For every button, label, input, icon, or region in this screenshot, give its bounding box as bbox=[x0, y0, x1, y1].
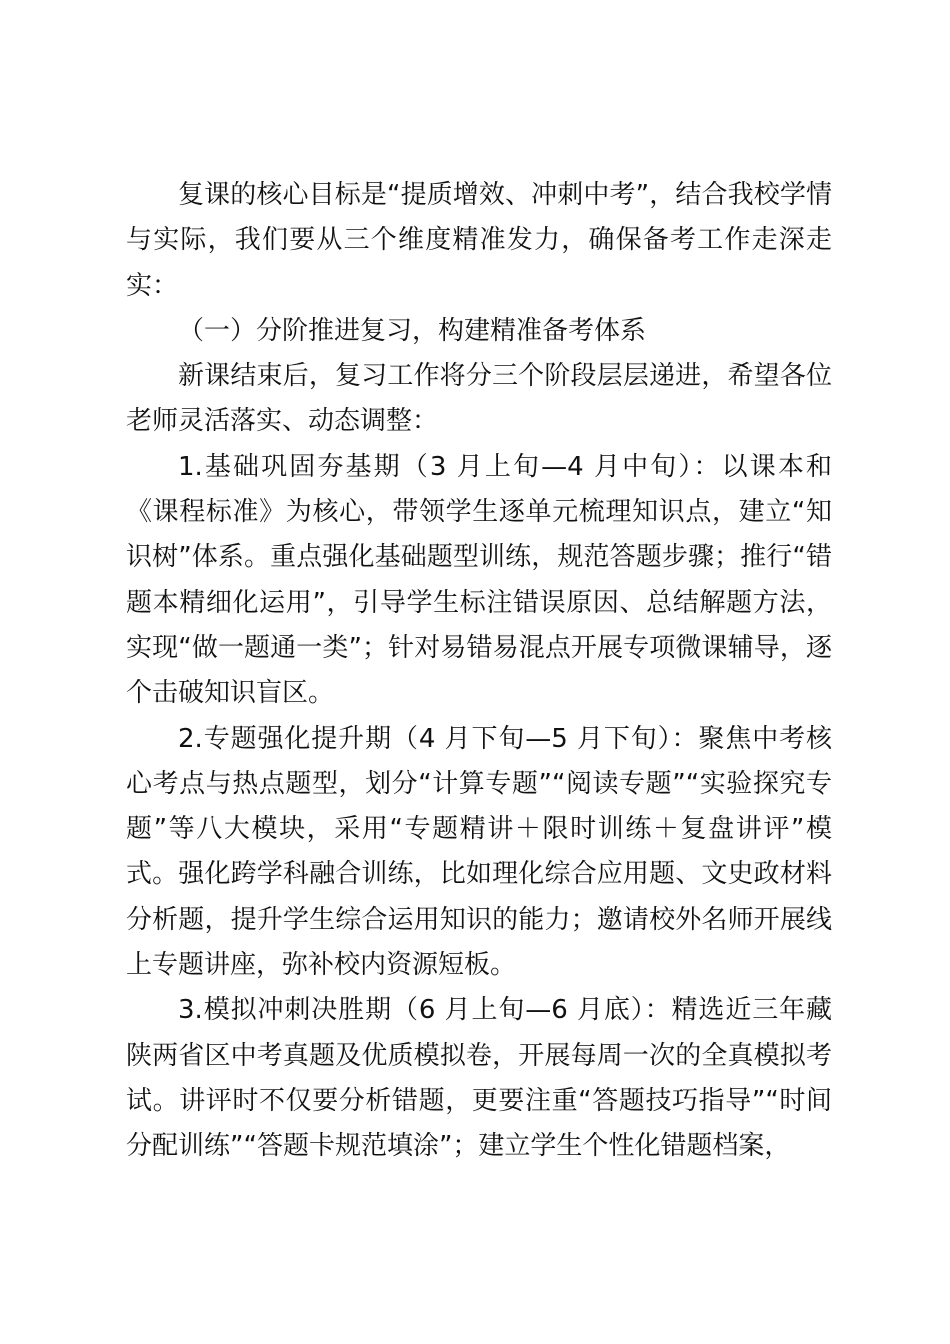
section-heading: （一）分阶推进复习，构建精准备考体系 bbox=[178, 315, 647, 346]
intro-paragraph: 复课的核心目标是“提质增效、冲刺中考”，结合我校学情与实际，我们要从三个维度精准发力，确保备考工作走深走实： bbox=[126, 180, 832, 301]
document-body bbox=[126, 173, 832, 1170]
stage-two-paragraph: 2.专题强化提升期（4 月下旬—5 月下旬）：聚焦中考核心考点与热点题型，划分“计算专题”“阅读专题”“实验探究专题”等八大模块，采用“专题精讲＋限时训练＋复盘讲评”模式。强化跨学科融合训练，比如理化综合应用题、文史政材料分析题，提升学生综合运用知识的能力；邀请校外名师开展线上专题讲座，弥补校内资源短板。 bbox=[126, 723, 832, 981]
stage-one-paragraph: 1.基础巩固夯基期（3 月上旬—4 月中旬）：以课本和《课程标准》为核心，带领学生逐单元梳理知识点，建立“知识树”体系。重点强化基础题型训练，规范答题步骤；推行“错题本精细化运用”，引导学生标注错误原因、总结解题方法，实现“做一题通一类”；针对易错易混点开展专项微课辅导，逐个击破知识盲区。 bbox=[126, 451, 832, 709]
section-intro-paragraph: 新课结束后，复习工作将分三个阶段层层递进，希望各位老师灵活落实、动态调整： bbox=[126, 361, 832, 437]
stage-three-paragraph: 3.模拟冲刺决胜期（6 月上旬—6 月底）：精选近三年藏陕两省区中考真题及优质模拟卷，开展每周一次的全真模拟考试。讲评时不仅要分析错题，更要注重“答题技巧指导”“时间分配训练”“答题卡规范填涂”；建立学生个性化错题档案， bbox=[126, 995, 832, 1162]
